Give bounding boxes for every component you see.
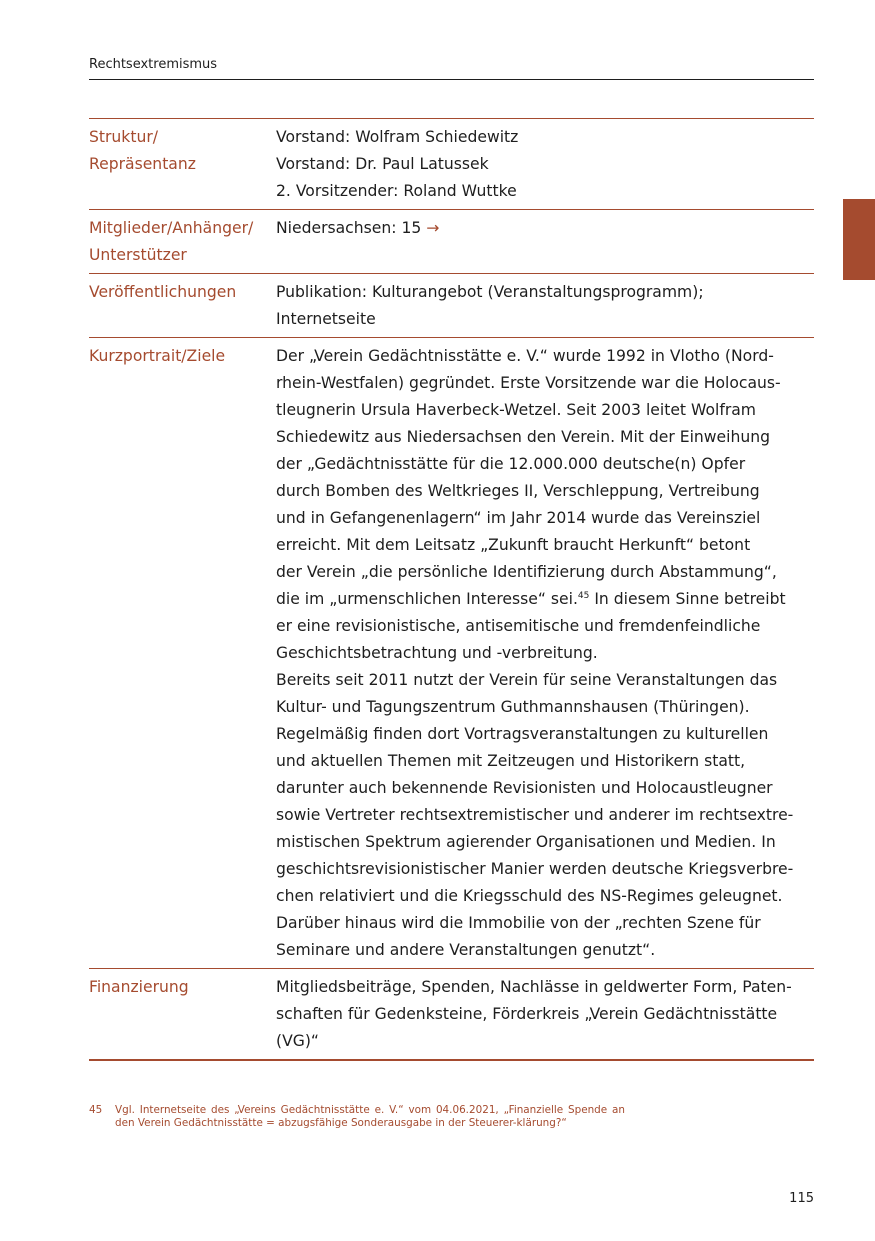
label-finanzierung: Finanzierung <box>89 978 189 996</box>
profile-table <box>89 118 814 1061</box>
row-struktur <box>89 119 814 210</box>
value-struktur-line: 2. Vorsitzender: Roland Wuttke <box>276 182 517 200</box>
arrow-right-icon[interactable]: → <box>426 219 440 237</box>
label-mitglieder-line1: Mitglieder/Anhänger/ <box>89 219 254 237</box>
running-header: Rechtsextremismus <box>89 57 218 72</box>
row-finanzierung <box>89 969 814 1061</box>
value-veroeffentlichungen-line: Publikation: Kulturangebot (Veranstaltungsprogramm); <box>276 283 704 301</box>
portrait-line: Bereits seit 2011 nutzt der Verein für seine Veranstaltungen das <box>276 671 778 689</box>
portrait-line: Kultur- und Tagungszentrum Guthmannshausen (Thüringen). <box>276 698 750 716</box>
label-struktur-line1: Struktur/ <box>89 128 158 146</box>
portrait-line: rhein-Westfalen) gegründet. Erste Vorsitzende war die Holocaus- <box>276 374 781 392</box>
row-mitglieder <box>89 210 814 274</box>
value-struktur-line: Vorstand: Dr. Paul Latussek <box>276 155 489 173</box>
portrait-line-text: die im „urmenschlichen Interesse“ sei. <box>276 590 578 608</box>
value-mitglieder <box>276 215 814 242</box>
portrait-line: und aktuellen Themen mit Zeitzeugen und Historikern statt, <box>276 752 746 770</box>
row-veroeffentlichungen <box>89 274 814 338</box>
portrait-line-tail: In diesem Sinne betreibt <box>589 590 786 608</box>
portrait-line: und in Gefangenenlagern“ im Jahr 2014 wurde das Vereinsziel <box>276 509 761 527</box>
portrait-line: Seminare und andere Veranstaltungen genutzt“. <box>276 941 656 959</box>
portrait-line: sowie Vertreter rechtsextremistischer und anderer im rechtsextre- <box>276 806 794 824</box>
value-veroeffentlichungen-line: Internetseite <box>276 310 376 328</box>
footnote-text: Vgl. Internetseite des „Vereins Gedächtnisstätte e. V.“ vom 04.06.2021, „Finanzielle Spende an den Verein Gedächtnisstätte = abzugsfähige Sonderausgabe in der Steuerer-klärung?“ <box>115 1104 625 1129</box>
portrait-line: Schiedewitz aus Niedersachsen den Verein. Mit der Einweihung <box>276 428 771 446</box>
row-kurzportrait <box>89 338 814 969</box>
value-mitglieder-text: Niedersachsen: 15 <box>276 219 422 237</box>
value-struktur-line: Vorstand: Wolfram Schiedewitz <box>276 128 519 146</box>
portrait-line <box>276 586 814 613</box>
portrait-line: geschichtsrevisionistischer Manier werden deutsche Kriegsverbre- <box>276 860 794 878</box>
label-kurzportrait: Kurzportrait/Ziele <box>89 347 226 365</box>
portrait-line: chen relativiert und die Kriegsschuld des NS-Regimes geleugnet. <box>276 887 783 905</box>
portrait-line: durch Bomben des Weltkrieges II, Verschleppung, Vertreibung <box>276 482 760 500</box>
portrait-line: Geschichtsbetrachtung und -verbreitung. <box>276 644 598 662</box>
portrait-line: tleugnerin Ursula Haverbeck-Wetzel. Seit 2003 leitet Wolfram <box>276 401 757 419</box>
portrait-line: der „Gedächtnisstätte für die 12.000.000 deutsche(n) Opfer <box>276 455 746 473</box>
label-struktur-line2: Repräsentanz <box>89 155 196 173</box>
portrait-line: mistischen Spektrum agierender Organisationen und Medien. In <box>276 833 776 851</box>
portrait-line: Der „Verein Gedächtnisstätte e. V.“ wurde 1992 in Vlotho (Nord- <box>276 347 774 365</box>
portrait-line: Darüber hinaus wird die Immobilie von der „rechten Szene für <box>276 914 761 932</box>
portrait-line: darunter auch bekennende Revisionisten und Holocaustleugner <box>276 779 773 797</box>
label-mitglieder-line2: Unterstützer <box>89 246 187 264</box>
value-finanzierung-line: Mitgliedsbeiträge, Spenden, Nachlässe in geldwerter Form, Paten- <box>276 978 792 996</box>
portrait-line: der Verein „die persönliche Identifizierung durch Abstammung“, <box>276 563 777 581</box>
value-finanzierung-line: schaften für Gedenksteine, Förderkreis „Verein Gedächtnisstätte (VG)“ <box>276 1005 778 1050</box>
page-number: 115 <box>789 1191 814 1206</box>
header-rule <box>89 79 814 80</box>
footnote-ref-45[interactable]: 45 <box>577 590 590 601</box>
footnote-number: 45 <box>89 1104 103 1116</box>
portrait-line: erreicht. Mit dem Leitsatz „Zukunft braucht Herkunft“ betont <box>276 536 751 554</box>
portrait-line: er eine revisionistische, antisemitische und fremdenfeindliche <box>276 617 761 635</box>
chapter-side-tab <box>843 199 875 280</box>
portrait-line: Regelmäßig finden dort Vortragsveranstaltungen zu kulturellen <box>276 725 769 743</box>
label-veroeffentlichungen: Veröffentlichungen <box>89 283 237 301</box>
